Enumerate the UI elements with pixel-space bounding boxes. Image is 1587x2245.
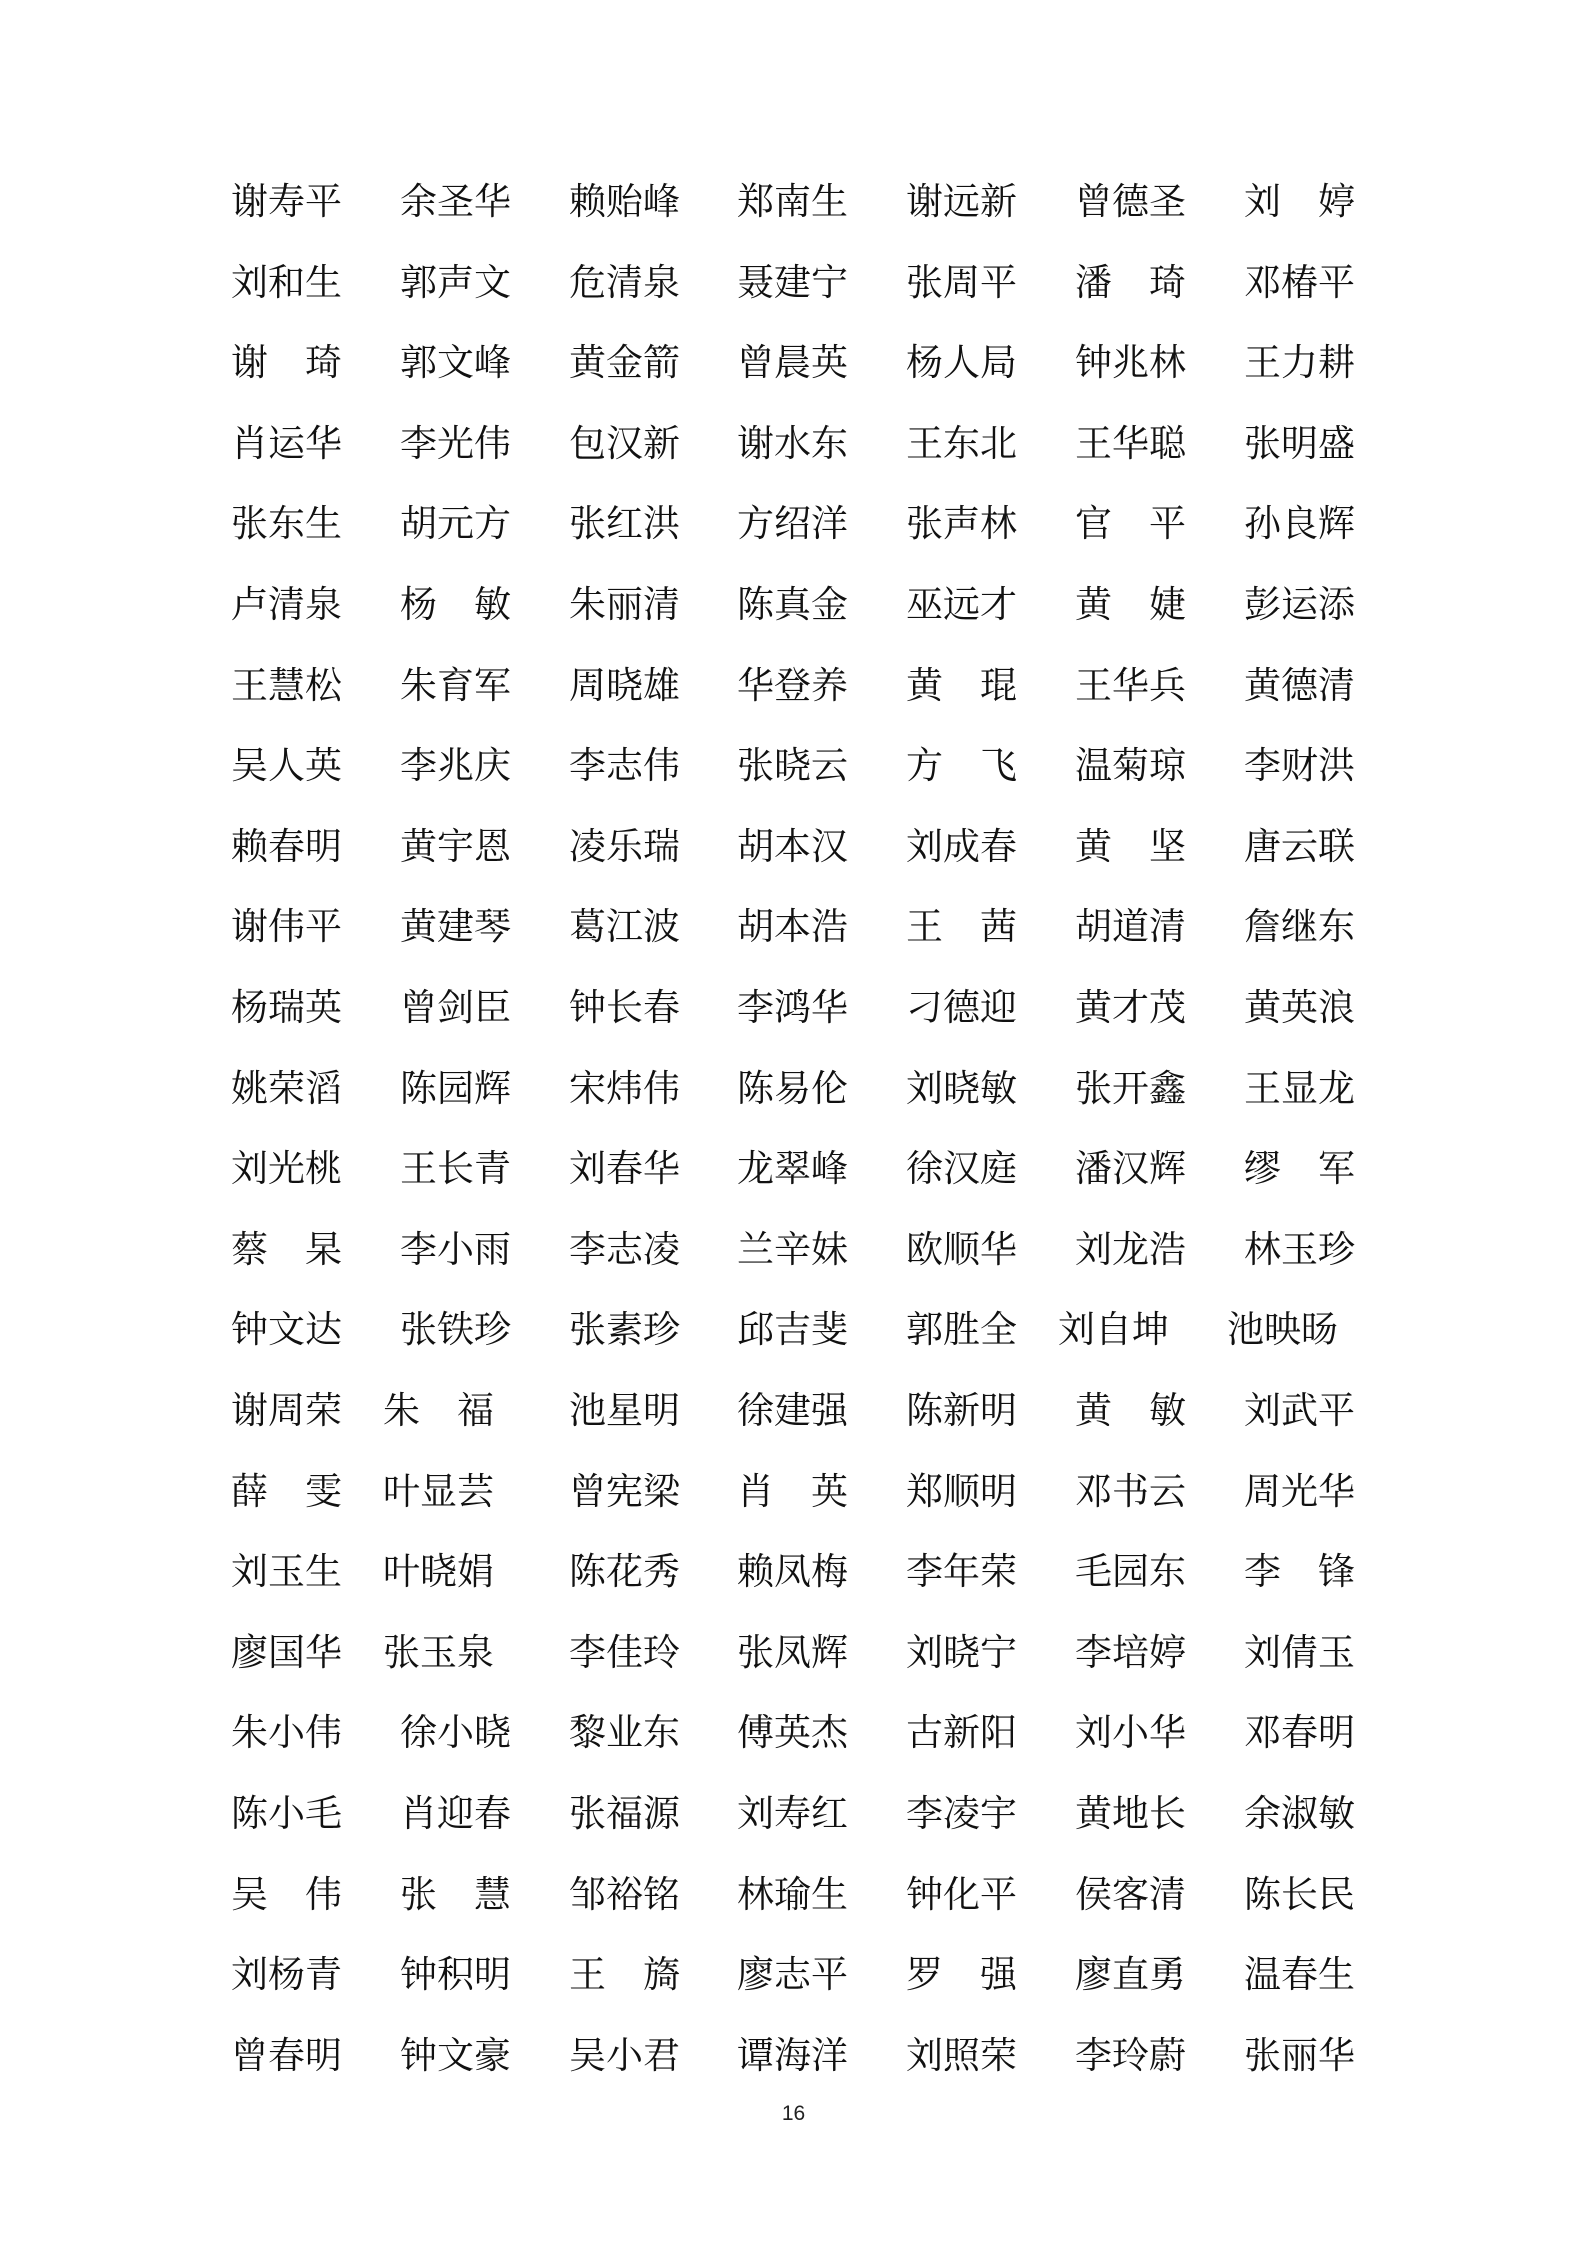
name-cell: 李佳玲 [569,1630,680,1674]
name-cell: 李志凌 [569,1227,680,1271]
name-cell: 曾晨英 [737,341,848,385]
name-cell: 张晓云 [737,744,848,788]
name-cell: 肖 英 [737,1469,848,1513]
name-cell: 黄 敏 [1075,1389,1186,1432]
name-cell: 陈长民 [1244,1872,1355,1916]
name-cell: 谢周荣 [231,1389,342,1432]
name-cell: 吴人英 [231,744,342,788]
name-row [0,421,1587,465]
name-cell: 邓书云 [1075,1469,1186,1513]
name-cell: 刘春华 [569,1147,680,1191]
name-cell: 温春生 [1244,1953,1355,1997]
name-cell: 张福源 [569,1792,680,1835]
name-cell: 池星明 [569,1389,680,1432]
name-cell: 钟长春 [569,986,680,1029]
name-cell: 胡道清 [1075,905,1186,949]
name-cell: 廖国华 [231,1630,342,1674]
name-cell: 詹继东 [1244,905,1355,949]
page-number: 16 [781,2102,806,2125]
name-row [0,1227,1587,1271]
name-cell: 曾剑臣 [400,986,511,1029]
name-cell: 李兆庆 [400,744,511,788]
name-cell: 肖迎春 [400,1792,511,1835]
name-row [0,988,1587,1028]
name-row [0,1149,1587,1189]
name-cell: 杨人局 [906,341,1017,385]
name-row [0,824,1587,868]
name-cell: 刘小华 [1075,1711,1186,1755]
name-row [0,1955,1587,1995]
name-cell: 邱吉斐 [737,1308,848,1352]
name-cell: 郑南生 [737,180,848,223]
name-row [0,663,1587,707]
name-cell: 胡本浩 [737,905,848,949]
name-cell: 王长青 [400,1147,511,1191]
name-cell: 郭胜全 [906,1308,1017,1352]
name-cell: 张红洪 [569,502,680,546]
name-cell: 赖贻峰 [569,180,680,223]
name-cell: 黄德清 [1244,663,1355,707]
name-cell: 王显龙 [1244,1066,1355,1110]
name-cell: 方 飞 [906,744,1017,788]
name-cell: 陈新明 [906,1389,1017,1432]
name-cell: 林瑜生 [737,1872,848,1916]
name-cell: 李小雨 [400,1227,511,1271]
name-cell: 彭运添 [1244,583,1355,626]
name-cell: 张东生 [231,502,342,546]
name-cell: 徐小晓 [400,1711,511,1755]
name-cell: 聂建宁 [737,260,848,304]
name-cell: 朱 福 [383,1389,494,1432]
name-cell: 毛园东 [1075,1550,1186,1594]
name-cell: 葛江波 [569,905,680,949]
name-cell: 刘晓敏 [906,1066,1017,1110]
name-cell: 叶显芸 [383,1469,494,1513]
name-cell: 陈易伦 [737,1066,848,1110]
name-cell: 谭海洋 [737,2033,848,2077]
name-row [0,1310,1587,1350]
name-row [0,1630,1587,1674]
name-row [0,1469,1587,1513]
name-cell: 李 锋 [1244,1550,1355,1594]
name-cell: 潘 琦 [1075,260,1186,304]
name-cell: 危清泉 [569,260,680,304]
name-cell: 龙翠峰 [737,1147,848,1191]
name-cell: 刘武平 [1244,1389,1355,1432]
name-cell: 潘汉辉 [1075,1147,1186,1191]
name-cell: 凌乐瑞 [569,824,680,868]
name-cell: 李鸿华 [737,986,848,1029]
name-cell: 黄 琨 [906,663,1017,707]
name-cell: 黄 坚 [1075,824,1186,868]
name-cell: 黄建琴 [400,905,511,949]
name-cell: 黎业东 [569,1711,680,1755]
name-cell: 余淑敏 [1244,1792,1355,1835]
name-cell: 赖凤梅 [737,1550,848,1594]
name-cell: 钟文豪 [400,2033,511,2077]
name-cell: 谢 琦 [231,341,342,385]
name-cell: 李培婷 [1075,1630,1186,1674]
name-cell: 钟积明 [400,1953,511,1997]
name-cell: 李凌宇 [906,1792,1017,1835]
name-cell: 陈园辉 [400,1066,511,1110]
name-cell: 郭文峰 [400,341,511,385]
name-cell: 傅英杰 [737,1711,848,1755]
name-cell: 蔡 杲 [231,1227,342,1271]
name-cell: 张丽华 [1244,2033,1355,2077]
name-cell: 杨 敏 [400,583,511,626]
name-cell: 吴小君 [569,2033,680,2077]
name-cell: 薛 雯 [231,1469,342,1513]
name-cell: 刁德迎 [906,986,1017,1029]
name-cell: 邓春明 [1244,1711,1355,1755]
name-row [0,504,1587,544]
name-cell: 谢寿平 [231,180,342,223]
name-cell: 刘 婷 [1244,180,1355,223]
name-cell: 卢清泉 [231,583,342,626]
name-cell: 钟文达 [231,1308,342,1352]
name-cell: 廖直勇 [1075,1953,1186,1997]
name-cell: 谢远新 [906,180,1017,223]
name-cell: 胡元方 [400,502,511,546]
name-cell: 刘照荣 [906,2033,1017,2077]
name-cell: 朱丽清 [569,583,680,626]
name-cell: 廖志平 [737,1953,848,1997]
name-cell: 徐建强 [737,1389,848,1432]
name-cell: 胡本汉 [737,824,848,868]
name-cell: 朱育军 [400,663,511,707]
name-cell: 王 旖 [569,1953,680,1997]
name-row [0,1391,1587,1431]
name-row [0,260,1587,304]
name-cell: 刘倩玉 [1244,1630,1355,1674]
name-cell: 曾春明 [231,2033,342,2077]
name-cell: 黄英浪 [1244,986,1355,1029]
name-cell: 张玉泉 [383,1630,494,1674]
name-cell: 邓椿平 [1244,260,1355,304]
name-cell: 谢水东 [737,421,848,465]
name-cell: 吴 伟 [231,1872,342,1916]
name-cell: 温菊琼 [1075,744,1186,788]
name-row [0,907,1587,947]
name-cell: 张素珍 [569,1308,680,1352]
name-cell: 黄地长 [1075,1792,1186,1835]
name-cell: 唐云联 [1244,824,1355,868]
name-cell: 刘和生 [231,260,342,304]
name-cell: 赖春明 [231,824,342,868]
name-cell: 王慧松 [231,663,342,707]
name-cell: 刘自坤 [1058,1308,1169,1352]
name-cell: 杨瑞英 [231,986,342,1029]
name-cell: 王力耕 [1244,341,1355,385]
name-cell: 黄宇恩 [400,824,511,868]
name-cell: 陈小毛 [231,1792,342,1835]
name-cell: 罗 强 [906,1953,1017,1997]
name-cell: 林玉珍 [1244,1227,1355,1271]
name-cell: 周晓雄 [569,663,680,707]
name-cell: 李财洪 [1244,744,1355,788]
name-cell: 张明盛 [1244,421,1355,465]
name-cell: 张 慧 [400,1872,511,1916]
name-cell: 王 茜 [906,905,1017,949]
name-cell: 黄 婕 [1075,583,1186,626]
name-cell: 王华兵 [1075,663,1186,707]
name-cell: 刘龙浩 [1075,1227,1186,1271]
name-cell: 刘杨青 [231,1953,342,1997]
name-cell: 古新阳 [906,1711,1017,1755]
name-cell: 孙良辉 [1244,502,1355,546]
name-cell: 肖运华 [231,421,342,465]
name-cell: 兰辛妹 [737,1227,848,1271]
name-cell: 刘玉生 [231,1550,342,1594]
name-cell: 姚荣滔 [231,1066,342,1110]
name-row [0,343,1587,383]
name-cell: 刘光桃 [231,1147,342,1191]
name-cell: 张凤辉 [737,1630,848,1674]
name-cell: 李志伟 [569,744,680,788]
name-cell: 刘寿红 [737,1792,848,1835]
name-cell: 欧顺华 [906,1227,1017,1271]
name-cell: 陈真金 [737,583,848,626]
name-row [0,1552,1587,1592]
name-cell: 周光华 [1244,1469,1355,1513]
name-row [0,746,1587,786]
name-cell: 钟兆林 [1075,341,1186,385]
name-cell: 张周平 [906,260,1017,304]
name-cell: 刘成春 [906,824,1017,868]
name-cell: 华登养 [737,663,848,707]
name-cell: 缪 军 [1244,1147,1355,1191]
name-row [0,2033,1587,2077]
name-cell: 黄才茂 [1075,986,1186,1029]
name-cell: 郑顺明 [906,1469,1017,1513]
name-row [0,1066,1587,1110]
name-cell: 郭声文 [400,260,511,304]
name-cell: 钟化平 [906,1872,1017,1916]
name-cell: 曾宪梁 [569,1469,680,1513]
name-cell: 谢伟平 [231,905,342,949]
name-cell: 余圣华 [400,180,511,223]
name-cell: 张声林 [906,502,1017,546]
name-cell: 王东北 [906,421,1017,465]
name-cell: 陈花秀 [569,1550,680,1594]
name-cell: 邹裕铭 [569,1872,680,1916]
name-cell: 朱小伟 [231,1711,342,1755]
name-row [0,585,1587,625]
name-cell: 李年荣 [906,1550,1017,1594]
name-cell: 宋炜伟 [569,1066,680,1110]
name-cell: 张铁珍 [400,1308,511,1352]
name-cell: 官 平 [1075,502,1186,546]
name-cell: 刘晓宁 [906,1630,1017,1674]
name-cell: 李光伟 [400,421,511,465]
name-cell: 王华聪 [1075,421,1186,465]
name-row [0,1794,1587,1834]
name-cell: 李玲蔚 [1075,2033,1186,2077]
name-cell: 侯客清 [1075,1872,1186,1916]
name-cell: 方绍洋 [737,502,848,546]
name-row [0,1713,1587,1753]
name-cell: 池映旸 [1227,1308,1338,1352]
name-cell: 包汉新 [569,421,680,465]
name-cell: 张开鑫 [1075,1066,1186,1110]
name-cell: 徐汉庭 [906,1147,1017,1191]
name-cell: 黄金箭 [569,341,680,385]
name-cell: 巫远才 [906,583,1017,626]
name-cell: 曾德圣 [1075,180,1186,223]
name-cell: 叶晓娟 [383,1550,494,1594]
name-row [0,1872,1587,1916]
name-row [0,182,1587,222]
